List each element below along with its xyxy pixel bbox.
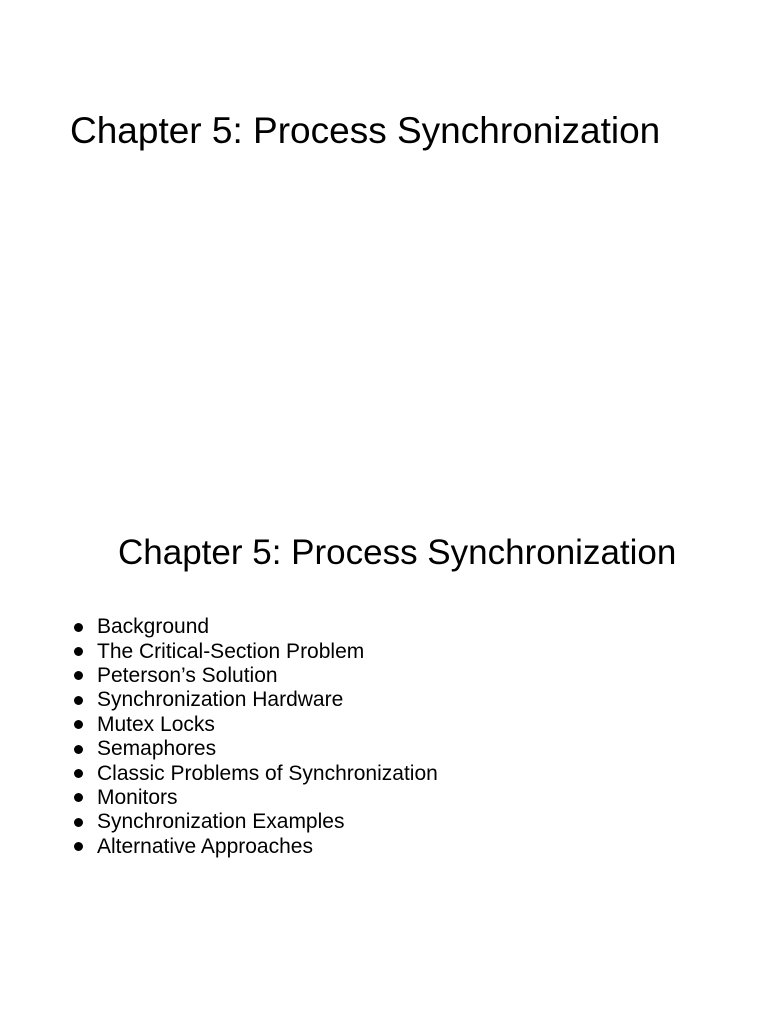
list-item-label: Mutex Locks [97, 712, 215, 736]
list-item [74, 761, 438, 785]
bullet-dot-icon [74, 696, 83, 705]
slide-1-title: Chapter 5: Process Synchronization [70, 110, 661, 151]
bullet-dot-icon [74, 842, 83, 851]
list-item [74, 615, 438, 639]
list-item [74, 688, 438, 712]
bullet-dot-icon [74, 769, 83, 778]
bullet-dot-icon [74, 818, 83, 827]
bullet-dot-icon [74, 720, 83, 729]
list-item [74, 835, 438, 859]
slide-2-title: Chapter 5: Process Synchronization [118, 533, 677, 572]
bullet-dot-icon [74, 671, 83, 680]
list-item [74, 810, 438, 834]
bullet-dot-icon [74, 793, 83, 802]
topic-list [74, 615, 438, 859]
list-item-label: Background [97, 615, 210, 639]
list-item [74, 737, 438, 761]
bullet-dot-icon [74, 745, 83, 754]
list-item [74, 664, 438, 688]
bullet-dot-icon [74, 647, 83, 656]
list-item [74, 713, 438, 737]
list-item-label: Classic Problems of Synchronization [97, 761, 438, 785]
list-item [74, 639, 438, 663]
bullet-dot-icon [74, 623, 83, 632]
list-item-label: Synchronization Examples [97, 810, 345, 834]
list-item-label: Peterson’s Solution [97, 663, 278, 687]
list-item-label: Alternative Approaches [97, 834, 313, 858]
list-item-label: The Critical-Section Problem [97, 639, 365, 663]
list-item [74, 786, 438, 810]
list-item-label: Monitors [97, 785, 178, 809]
list-item-label: Synchronization Hardware [97, 688, 344, 712]
list-item-label: Semaphores [97, 737, 217, 761]
